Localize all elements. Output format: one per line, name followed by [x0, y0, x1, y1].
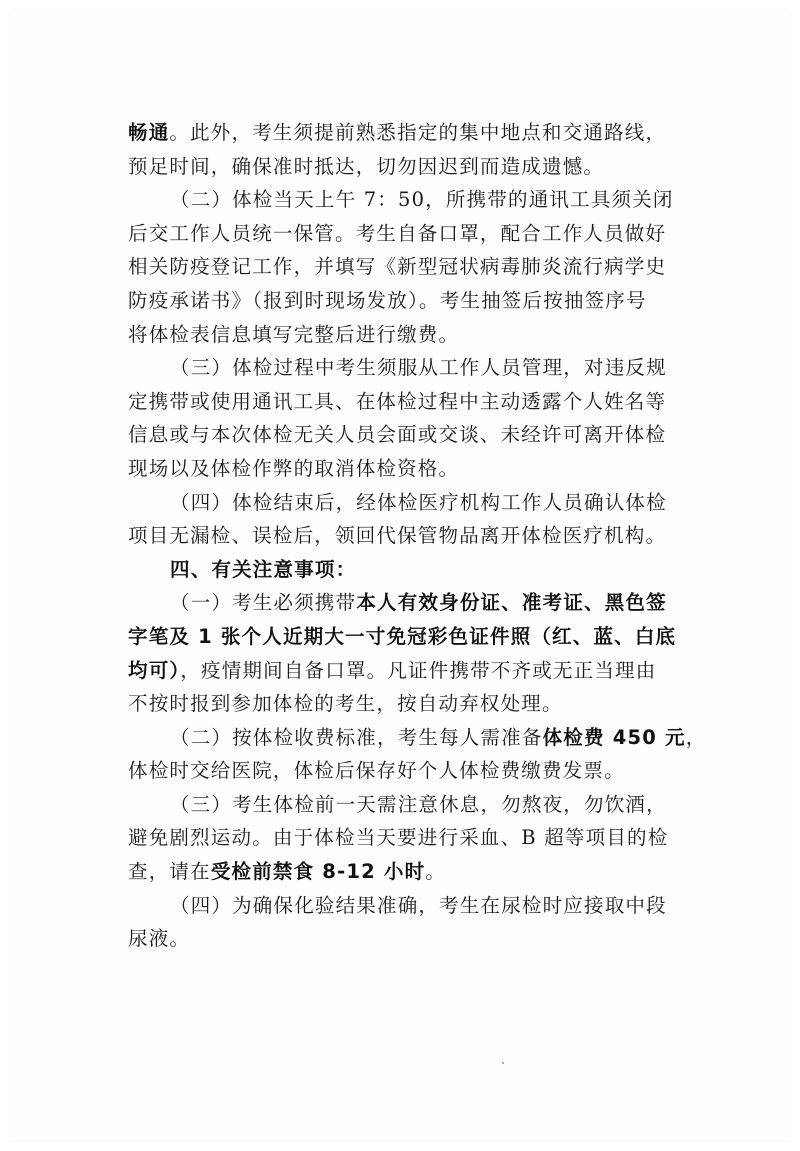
text-line [128, 721, 708, 755]
text-line [128, 385, 708, 419]
text-segment: 。此外，考生须提前熟悉指定的集中地点和交通路线， [169, 121, 667, 144]
text-line [128, 116, 708, 150]
bold-text-segment: 字笔及 1 张个人近期大一寸免冠彩色证件照（红、蓝、白底 [128, 624, 677, 648]
text-segment: 防疫承诺书》（报到时现场发放）。考生抽签后按抽签序号 [128, 288, 647, 312]
text-line [128, 586, 708, 620]
text-line [128, 150, 708, 184]
text-line [128, 486, 708, 520]
text-segment: 。 [425, 860, 446, 884]
bold-text-segment: 四、有关注意事项： [170, 557, 357, 581]
bold-text-segment: 均可） [128, 658, 181, 682]
document-page [10, 10, 790, 1141]
text-line [128, 418, 708, 452]
scan-speck [502, 1062, 504, 1064]
text-line [128, 821, 708, 855]
text-segment: ， [685, 725, 707, 749]
text-line [128, 250, 708, 284]
bold-text-segment: 畅通 [128, 121, 170, 144]
text-segment: 不按时报到参加体检的考生，按自动弃权处理。 [128, 692, 563, 716]
text-segment: （三）考生体检前一天需注意休息，勿熬夜，勿饮酒， [170, 792, 667, 816]
text-segment: 体检时交给医院，体检后保存好个人体检费缴费发票。 [128, 759, 625, 783]
text-segment: 尿液。 [128, 927, 191, 951]
text-line [128, 217, 708, 251]
text-segment: ，疫情期间自备口罩。凡证件携带不齐或无正当理由 [180, 658, 657, 682]
text-line [128, 553, 708, 587]
bold-text-segment: 受检前禁食 8-12 小时 [210, 860, 426, 884]
text-line [128, 654, 708, 688]
text-segment: 后交工作人员统一保管。考生自备口罩，配合工作人员做好 [128, 221, 667, 245]
text-segment: （一）考生必须携带 [170, 591, 357, 615]
text-segment: （三）体检过程中考生须服从工作人员管理，对违反规 [170, 356, 667, 380]
text-line [128, 452, 708, 486]
text-line [128, 754, 708, 788]
text-segment: （四）为确保化验结果准确，考生在尿检时应接取中段 [170, 893, 667, 917]
text-segment: （二）按体检收费标准，考生每人需准备 [170, 725, 543, 749]
text-line [128, 889, 708, 923]
text-segment: 信息或与本次体检无关人员会面或交谈、未经许可离开体检 [128, 423, 667, 447]
text-segment: 将体检表信息填写完整后进行缴费。 [128, 322, 460, 346]
text-segment: （二）体检当天上午 7：50，所携带的通讯工具须关闭 [170, 188, 674, 212]
bold-text-segment: 本人有效身份证、准考证、黑色签 [356, 591, 667, 615]
text-segment: 相关防疫登记工作，并填写《新型冠状病毒肺炎流行病学史 [128, 255, 667, 279]
text-line [128, 318, 708, 352]
document-body [128, 116, 708, 956]
text-line [128, 788, 708, 822]
text-line [128, 284, 708, 318]
text-segment: 定携带或使用通讯工具、在体检过程中主动透露个人姓名等 [128, 389, 667, 413]
text-line [128, 519, 708, 553]
bold-text-segment: 体检费 450 元 [542, 725, 686, 749]
text-segment: 预足时间，确保准时抵达，切勿因迟到而造成遗憾。 [128, 154, 605, 178]
text-segment: 查，请在 [128, 860, 211, 884]
text-line [128, 855, 708, 889]
text-line [128, 351, 708, 385]
text-segment: 避免剧烈运动。由于体检当天要进行采血、B 超等项目的检 [128, 826, 669, 850]
text-line [128, 687, 708, 721]
text-line [128, 620, 708, 654]
text-segment: （四）体检结束后，经体检医疗机构工作人员确认体检 [170, 490, 667, 514]
text-segment: 项目无漏检、误检后，领回代保管物品离开体检医疗机构。 [128, 524, 667, 548]
text-line [128, 183, 708, 217]
text-line [128, 922, 708, 956]
text-segment: 现场以及体检作弊的取消体检资格。 [128, 456, 460, 480]
